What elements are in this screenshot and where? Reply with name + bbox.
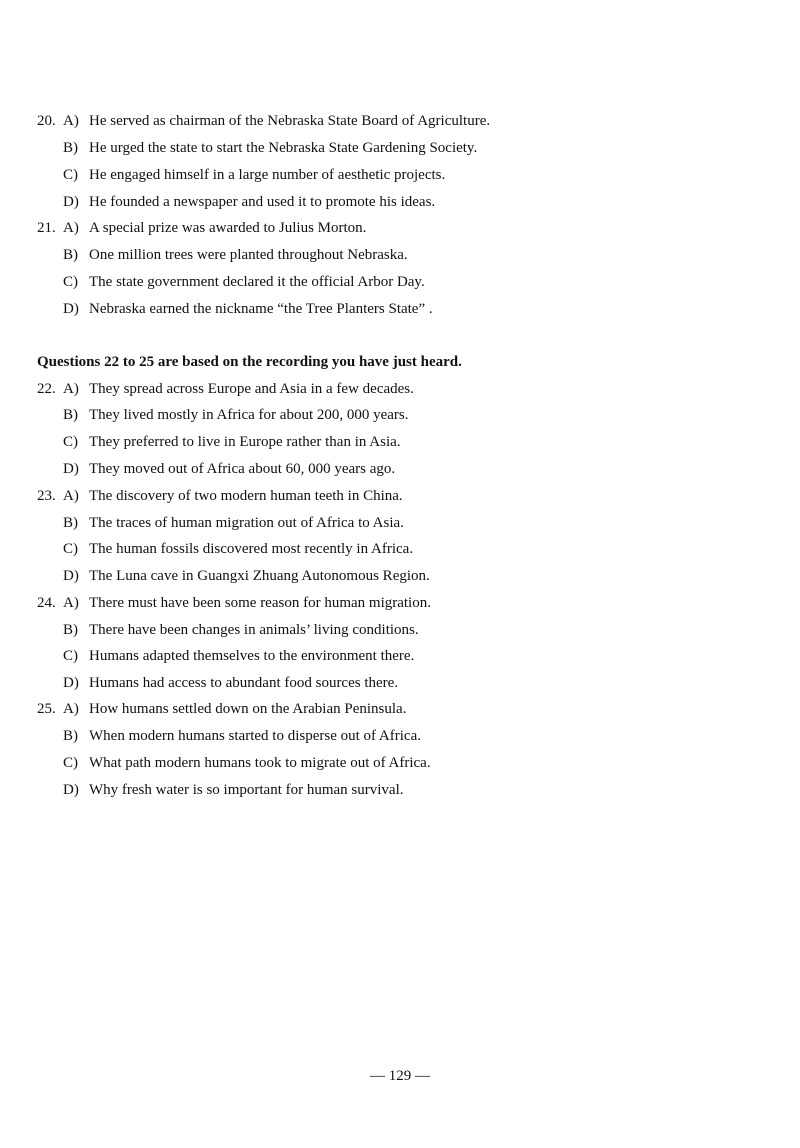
option-text: He urged the state to start the Nebraska State Gardening Society.: [89, 140, 478, 156]
option-text: How humans settled down on the Arabian Peninsula.: [89, 701, 407, 717]
question-22-option-d: [63, 460, 395, 478]
question-number: 20.: [37, 113, 56, 129]
question-25-option-b: [63, 727, 421, 745]
question-number: 25.: [37, 701, 56, 717]
option-text: The state government declared it the official Arbor Day.: [89, 274, 425, 290]
option-label: D): [63, 301, 79, 317]
option-label: B): [63, 728, 78, 744]
option-label: A): [63, 113, 79, 129]
option-label: A): [63, 220, 79, 236]
question-23-option-d: [63, 567, 430, 585]
option-text: The Luna cave in Guangxi Zhuang Autonomous Region.: [89, 568, 430, 584]
option-label: B): [63, 407, 78, 423]
question-20-option-a: [37, 112, 490, 130]
question-24-option-d: [63, 674, 398, 692]
question-22-option-c: [63, 433, 401, 451]
question-20-option-d: [63, 193, 435, 211]
option-label: D): [63, 782, 79, 798]
page-number: — 129 —: [370, 1068, 430, 1084]
option-label: B): [63, 622, 78, 638]
option-text: The human fossils discovered most recently in Africa.: [89, 541, 414, 557]
question-21-option-a: [37, 219, 366, 237]
question-24-option-a: [37, 594, 431, 612]
option-text: When modern humans started to disperse out of Africa.: [89, 728, 421, 744]
option-text: He founded a newspaper and used it to promote his ideas.: [89, 194, 436, 210]
option-label: B): [63, 140, 78, 156]
option-label: C): [63, 167, 78, 183]
option-text: Why fresh water is so important for human survival.: [89, 782, 404, 798]
option-text: One million trees were planted throughout Nebraska.: [89, 247, 408, 263]
option-label: C): [63, 274, 78, 290]
option-label: A): [63, 488, 79, 504]
option-text: He engaged himself in a large number of aesthetic projects.: [89, 167, 446, 183]
question-number: 21.: [37, 220, 56, 236]
question-25-option-a: [37, 700, 406, 718]
option-text: They spread across Europe and Asia in a few decades.: [89, 381, 414, 397]
option-text: Nebraska earned the nickname “the Tree Planters State” .: [89, 301, 433, 317]
question-number: 23.: [37, 488, 56, 504]
question-21-option-b: [63, 246, 408, 264]
question-23-option-a: [37, 487, 403, 505]
option-text: They lived mostly in Africa for about 200, 000 years.: [89, 407, 409, 423]
option-label: A): [63, 701, 79, 717]
option-label: A): [63, 381, 79, 397]
option-text: They moved out of Africa about 60, 000 years ago.: [89, 461, 396, 477]
option-text: There have been changes in animals’ living conditions.: [89, 622, 419, 638]
option-text: Humans had access to abundant food sources there.: [89, 675, 399, 691]
option-label: D): [63, 461, 79, 477]
question-21-option-c: [63, 273, 425, 291]
option-text: The discovery of two modern human teeth in China.: [89, 488, 403, 504]
option-label: D): [63, 675, 79, 691]
option-label: A): [63, 595, 79, 611]
option-label: C): [63, 648, 78, 664]
question-25-option-c: [63, 754, 431, 772]
option-label: B): [63, 515, 78, 531]
option-text: What path modern humans took to migrate out of Africa.: [89, 755, 431, 771]
option-label: D): [63, 194, 79, 210]
option-label: C): [63, 434, 78, 450]
option-text: There must have been some reason for human migration.: [89, 595, 431, 611]
option-text: A special prize was awarded to Julius Morton.: [89, 220, 367, 236]
option-label: C): [63, 541, 78, 557]
question-23-option-c: [63, 540, 413, 558]
question-20-option-b: [63, 139, 477, 157]
option-label: C): [63, 755, 78, 771]
option-text: He served as chairman of the Nebraska State Board of Agriculture.: [89, 113, 491, 129]
question-25-option-d: [63, 781, 404, 799]
question-24-option-c: [63, 647, 414, 665]
option-label: D): [63, 568, 79, 584]
option-label: B): [63, 247, 78, 263]
option-text: The traces of human migration out of Africa to Asia.: [89, 515, 404, 531]
question-22-option-a: [37, 380, 414, 398]
option-text: They preferred to live in Europe rather than in Asia.: [89, 434, 401, 450]
question-22-option-b: [63, 406, 409, 424]
question-20-option-c: [63, 166, 445, 184]
question-23-option-b: [63, 514, 404, 532]
question-number: 22.: [37, 381, 56, 397]
section-heading: Questions 22 to 25 are based on the recording you have just heard.: [37, 354, 462, 370]
question-number: 24.: [37, 595, 56, 611]
question-24-option-b: [63, 621, 419, 639]
option-text: Humans adapted themselves to the environment there.: [89, 648, 415, 664]
question-21-option-d: [63, 300, 433, 318]
